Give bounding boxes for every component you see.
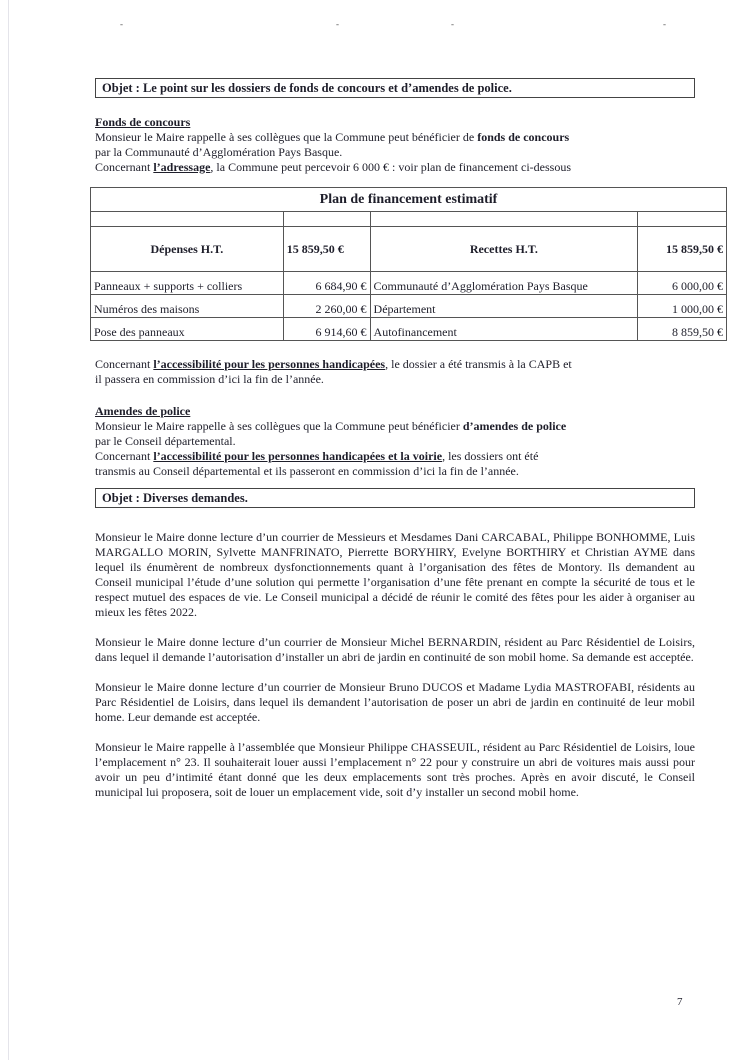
objet-heading-box xyxy=(95,78,695,98)
fonds-line xyxy=(95,160,695,175)
table-title: Plan de financement estimatif xyxy=(91,188,727,212)
amendes-section xyxy=(95,404,695,479)
financing-table xyxy=(90,187,727,341)
cell-recette-amount: 1 000,00 € xyxy=(638,295,727,318)
text-run: Concernant xyxy=(95,357,154,371)
cell-depense-amount: 6 684,90 € xyxy=(283,272,370,295)
table-cell xyxy=(370,212,638,227)
body-paragraph: Monsieur le Maire donne lecture d’un courrier de Monsieur Michel BERNARDIN, résident au Parc Résidentiel de Loisirs, dans lequel il demande l’autorisation d’installer un abri de jardin en continuité de son mobil home. Sa demande est acceptée. xyxy=(95,635,695,664)
document-page xyxy=(94,78,723,800)
table-row xyxy=(91,272,727,295)
access-line: il passera en commission d’ici la fin de l’année. xyxy=(95,372,324,386)
objet-title: Objet : Le point sur les dossiers de fonds de concours et d’amendes de police. xyxy=(102,81,512,95)
header-depenses: Dépenses H.T. xyxy=(91,227,284,272)
text-run: , les dossiers ont été xyxy=(442,449,539,463)
top-mark: - xyxy=(120,19,123,29)
amendes-line xyxy=(95,449,695,464)
table-header-row xyxy=(91,227,727,272)
text-run-bold: fonds de concours xyxy=(477,130,570,144)
cell-depense-amount: 2 260,00 € xyxy=(283,295,370,318)
top-mark: - xyxy=(451,19,454,29)
cell-depense: Numéros des maisons xyxy=(91,295,284,318)
objet-heading-box xyxy=(95,488,695,508)
text-run: , le dossier a été transmis à la CAPB et xyxy=(385,357,572,371)
header-depenses-total: 15 859,50 € xyxy=(283,227,370,272)
amendes-heading: Amendes de police xyxy=(95,404,191,418)
amendes-line: transmis au Conseil départemental et ils passeront en commission d’ici la fin de l’année. xyxy=(95,464,519,478)
scan-edge-line xyxy=(8,0,9,1060)
text-run: Concernant xyxy=(95,449,154,463)
text-run: Monsieur le Maire rappelle à ses collègues que la Commune peut bénéficier de xyxy=(95,130,478,144)
table-row xyxy=(91,318,727,341)
table-cell xyxy=(91,212,284,227)
fonds-line: par la Communauté d’Agglomération Pays Basque. xyxy=(95,145,343,159)
financing-table-wrap xyxy=(94,187,723,341)
table-row xyxy=(91,295,727,318)
top-mark: - xyxy=(336,19,339,29)
cell-depense: Panneaux + supports + colliers xyxy=(91,272,284,295)
text-run: , la Commune peut percevoir 6 000 € : voir plan de financement ci-dessous xyxy=(210,160,571,174)
cell-recette-amount: 6 000,00 € xyxy=(638,272,727,295)
fonds-line xyxy=(95,130,695,145)
cell-recette: Autofinancement xyxy=(370,318,638,341)
access-paragraph xyxy=(95,357,695,387)
table-cell xyxy=(283,212,370,227)
amendes-line: par le Conseil départemental. xyxy=(95,434,236,448)
header-recettes-total: 15 859,50 € xyxy=(638,227,727,272)
cell-depense-amount: 6 914,60 € xyxy=(283,318,370,341)
objet-title: Objet : Diverses demandes. xyxy=(102,491,248,505)
cell-recette: Département xyxy=(370,295,638,318)
fonds-section xyxy=(95,115,695,175)
cell-recette-amount: 8 859,50 € xyxy=(638,318,727,341)
text-run-underlined: l’accessibilité pour les personnes handicapées xyxy=(153,357,386,371)
text-run-underlined: l’accessibilité pour les personnes handicapées et la voirie xyxy=(153,449,443,463)
cell-recette: Communauté d’Agglomération Pays Basque xyxy=(370,272,638,295)
text-run-underlined: l’adressage xyxy=(153,160,211,174)
text-run: Concernant xyxy=(95,160,154,174)
text-run-bold: d’amendes de police xyxy=(462,419,567,433)
body-paragraph: Monsieur le Maire rappelle à l’assemblée que Monsieur Philippe CHASSEUIL, résident au Parc Résidentiel de Loisirs, loue l’emplacement n° 23. Il souhaiterait louer aussi l’emplacement n° 22 pour y construire un abri de voitures mais aussi pour avoir un peu d’intimité étant donné que les deux emplacements sont très proches. Après en avoir discuté, le Conseil municipal lui proposera, soit de louer un emplacement vide, soit d’y installer un second mobil home. xyxy=(95,740,695,799)
access-line xyxy=(95,357,695,372)
fonds-heading: Fonds de concours xyxy=(95,115,191,129)
header-recettes: Recettes H.T. xyxy=(370,227,638,272)
text-run: Monsieur le Maire rappelle à ses collègues que la Commune peut bénéficier xyxy=(95,419,463,433)
cell-depense: Pose des panneaux xyxy=(91,318,284,341)
table-cell xyxy=(638,212,727,227)
body-paragraph: Monsieur le Maire donne lecture d’un courrier de Monsieur Bruno DUCOS et Madame Lydia MASTROFABI, résidents au Parc Résidentiel de Loisirs, dans lequel ils demandent l’autorisation de poser un abri de jardin en continuité de leur mobil home. Leur demande est acceptée. xyxy=(95,680,695,724)
amendes-line xyxy=(95,419,695,434)
top-mark: - xyxy=(663,19,666,29)
page-number: 7 xyxy=(677,996,683,1008)
body-paragraph: Monsieur le Maire donne lecture d’un courrier de Messieurs et Mesdames Dani CARCABAL, Philippe BONHOMME, Luis MARGALLO MORIN, Sylvette MANFRINATO, Pierrette BORYHIRY, Evelyne BORTHIRY et Christian AYME dans lequel ils énumèrent de nombreux dysfonctionnements quant à l’organisation des fêtes de Montory. Ils demandent au Conseil municipal l’étude d’une solution qui permette l’organisation d’une fête prenant en compte la sécurité de tous et le respect mutuel des espaces de vie. Le Conseil municipal a décidé de réunir le comité des fêtes pour les aider à organiser au mieux les fêtes 2022. xyxy=(95,530,695,619)
